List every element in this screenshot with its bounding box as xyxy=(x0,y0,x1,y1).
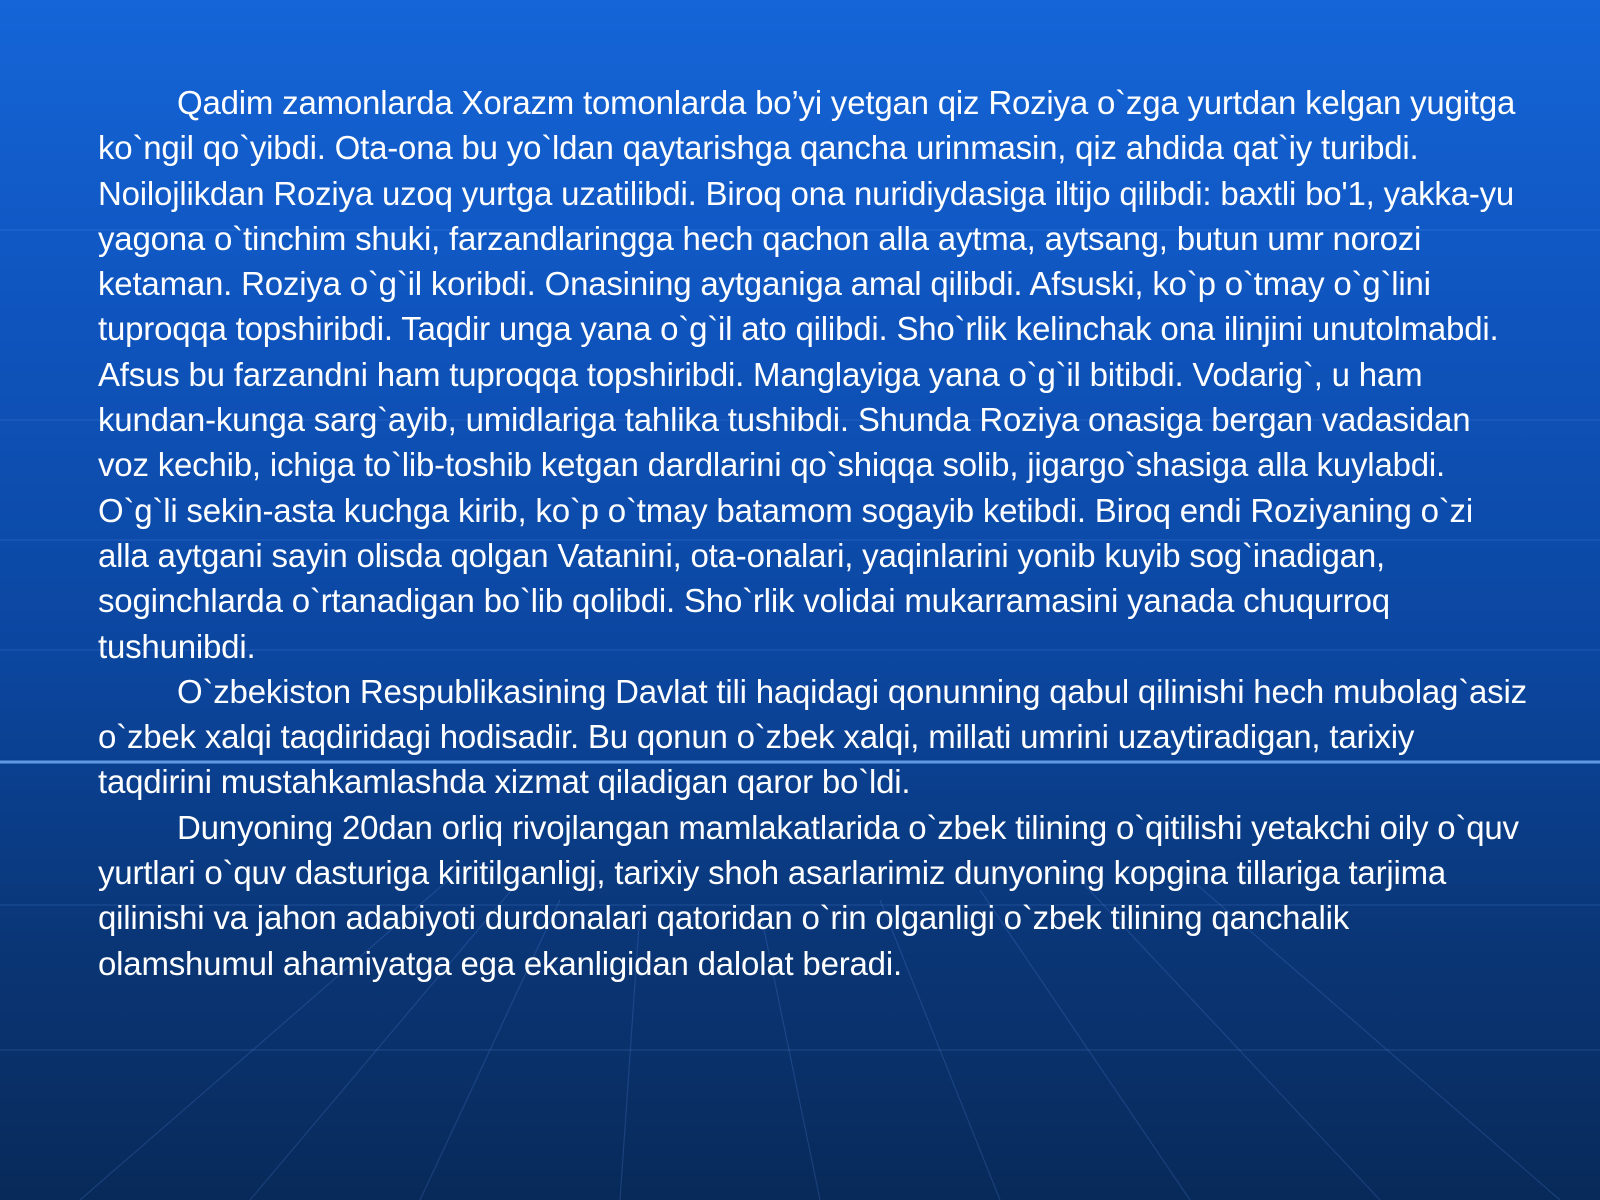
body-text xyxy=(98,80,1528,986)
paragraph-2: O`zbekiston Respublikasining Davlat tili haqidagi qonunning qabul qilinishi hech mubolag`asiz o`zbek xalqi taqdiridagi hodisadir. Bu qonun o`zbek xalqi, millati umrini uzaytiradigan, tarixiy taqdirini mustahkamlashda xizmat qiladigan qaror bo`ldi. xyxy=(98,672,1527,801)
paragraph-1: Qadim zamonlarda Xorazm tomonlarda bo’yi yetgan qiz Roziya o`zga yurtdan kelgan yugitga ko`ngil qo`yibdi. Ota-ona bu yo`ldan qaytarishga qancha urinmasin, qiz ahdida qat`iy turibdi. Noilojlikdan Roziya uzoq yurtga uzatilibdi. Biroq ona nuridiydasiga iltijo qilibdi: baxtli bo'1, yakka-yu yagona o`tinchim shuki, farzandlaringga hech qachon alla aytma, aytsang, butun umr norozi ketaman. Roziya o`g`il koribdi. Onasining aytganiga amal qilibdi. Afsuski, ko`p o`tmay o`g`lini tuproqqa topshiribdi. Taqdir unga yana o`g`il ato qilibdi. Sho`rlik kelinchak ona ilinjini unutolmabdi. Afsus bu farzandni ham tuproqqa topshiribdi. Manglayiga yana o`g`il bitibdi. Vodarig`, u ham kundan-kunga sarg`ayib, umidlariga tahlika tushibdi. Shunda Roziya onasiga bergan vadasidan voz kechib, ichiga to`lib-toshib ketgan dardlarini qo`shiqqa solib, jigargo`shasiga alla kuylabdi. O`g`li sekin-asta kuchga kirib, ko`p o`tmay batamom sogayib ketibdi. Biroq endi Roziyaning o`zi alla aytgani sayin olisda qolgan Vatanini, ota-onalari, yaqinlarini yonib kuyib sog`inadigan, soginchlarda o`rtanadigan bo`lib qolibdi. Sho`rlik volidai mukarramasini yanada chuqurroq tushunibdi. xyxy=(98,84,1516,665)
paragraph-3: Dunyoning 20dan orliq rivojlangan mamlakatlarida o`zbek tilining o`qitilishi yetakchi oily o`quv yurtlari o`quv dasturiga kiritilganligj, tarixiy shoh asarlarimiz dunyoning kopgina tillariga tarjima qilinishi va jahon adabiyoti durdonalari qatoridan o`rin olganligi o`zbek tilining qanchalik olamshumul ahamiyatga ega ekanligidan dalolat beradi. xyxy=(98,808,1519,982)
